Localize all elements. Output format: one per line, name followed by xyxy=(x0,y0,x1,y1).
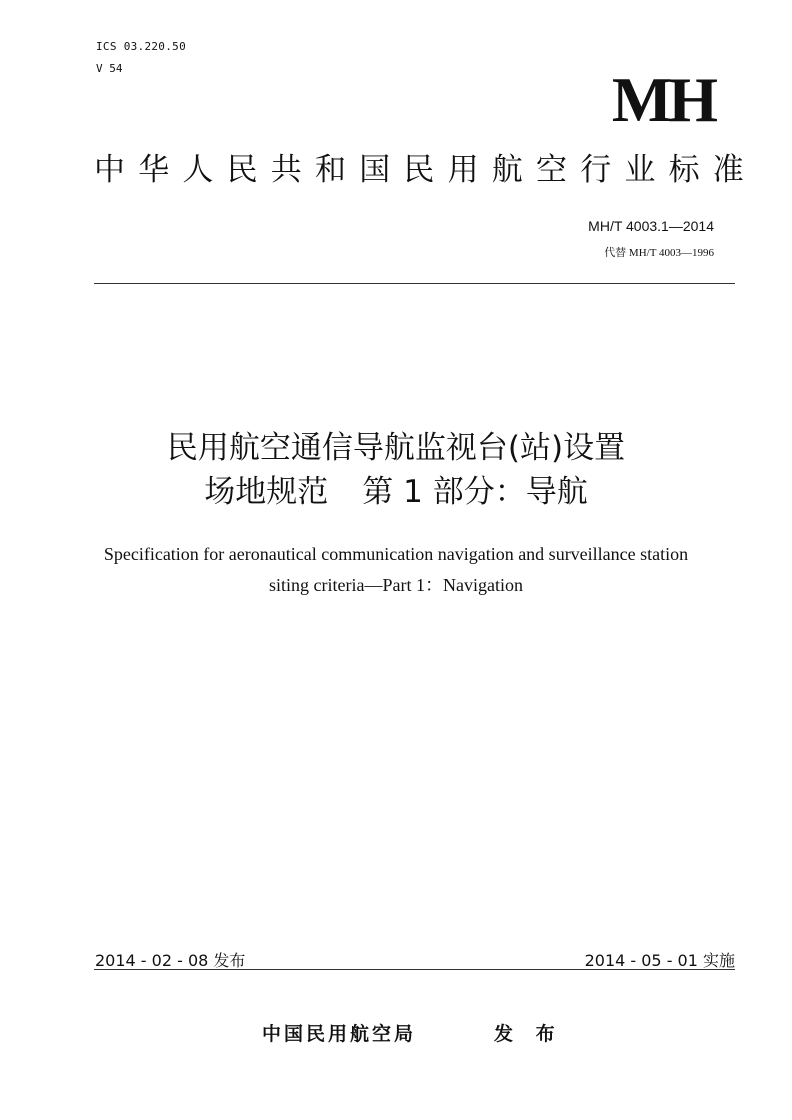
title-cn-line2-part-b: 第 1 部分：导航 xyxy=(362,474,588,510)
title-en-line1: Specification for aeronautical communication navigation and surveillance station xyxy=(103,544,689,564)
bottom-divider xyxy=(94,969,735,970)
title-en-line2: siting criteria—Part 1：Navigation xyxy=(269,575,523,595)
standard-number: MH/T 4003.1—2014 xyxy=(588,218,714,234)
implementation-date: 2014 - 05 - 01 实施 xyxy=(584,951,735,970)
replaces-standard: 代替 MH/T 4003—1996 xyxy=(604,247,714,259)
top-divider xyxy=(94,283,735,284)
title-cn-line2 xyxy=(0,474,792,511)
title-cn-line2-part-a: 场地规范 xyxy=(204,474,329,510)
publish-label: 发 布 xyxy=(494,1023,563,1045)
organization-title: 中华人民共和国民用航空行业标准 xyxy=(94,152,757,188)
publisher-name: 中国民用航空局 xyxy=(262,1023,417,1045)
title-cn-line1: 民用航空通信导航监视台(站)设置 xyxy=(166,430,626,466)
ccs-code: V 54 xyxy=(96,62,123,75)
ics-code: ICS 03.220.50 xyxy=(96,40,186,53)
issue-date: 2014 - 02 - 08 发布 xyxy=(95,951,246,970)
mh-logo: MH xyxy=(611,64,714,135)
